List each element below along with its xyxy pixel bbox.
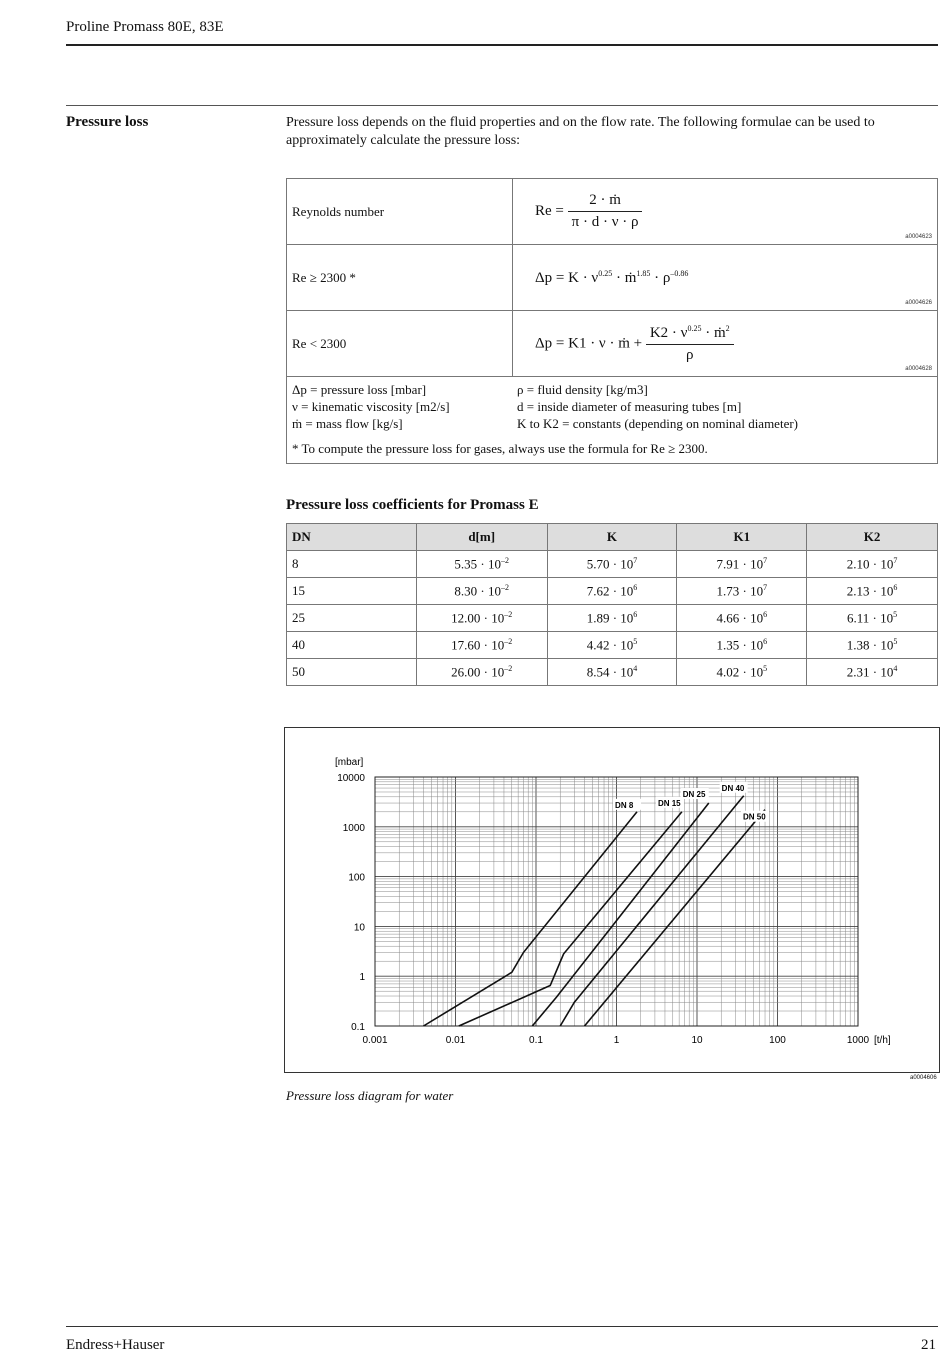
cell-mantissa: 1.89 · 10 <box>586 610 634 626</box>
x-axis-label: [t/h] <box>874 1035 891 1046</box>
cell-mantissa: 5.35 · 10 <box>454 556 501 572</box>
column-header: d[m] <box>416 524 547 551</box>
table-cell <box>416 578 547 605</box>
y-axis-label: [mbar] <box>335 757 364 768</box>
series-label: DN 15 <box>657 798 681 808</box>
y-tick-label: 0.1 <box>351 1022 365 1033</box>
exponent: –0.86 <box>670 268 689 278</box>
cell-mantissa: 12.00 · 10 <box>451 610 505 626</box>
chart-caption: Pressure loss diagram for water <box>286 1088 454 1103</box>
formula-label: Re ≥ 2300 * <box>287 245 513 311</box>
x-tick-label: 1000 <box>846 1035 870 1046</box>
cell-exponent: –2 <box>504 609 513 619</box>
turbulent-formula <box>513 245 938 311</box>
table-cell <box>677 605 807 632</box>
formula-lhs: Re = <box>535 202 564 219</box>
formula-code: a0004626 <box>905 300 932 306</box>
series-label: DN 40 <box>721 783 745 793</box>
column-header: K1 <box>677 524 807 551</box>
pressure-loss-chart <box>284 727 940 1073</box>
fraction-numerator: 2 · ṁ <box>568 192 643 212</box>
formula-part: · ṁ <box>612 269 637 286</box>
table-cell <box>677 578 807 605</box>
table-cell <box>677 659 807 686</box>
cell-exponent: 6 <box>763 636 768 646</box>
series-line <box>532 800 709 1026</box>
cell-exponent: 5 <box>763 663 768 673</box>
cell-mantissa: 2.10 · 10 <box>846 556 894 572</box>
series-line <box>560 796 744 1026</box>
cell-exponent: 6 <box>633 609 638 619</box>
cell-exponent: 7 <box>763 582 768 592</box>
cell-exponent: –2 <box>504 663 513 673</box>
x-tick-label: 100 <box>769 1035 786 1046</box>
cell-exponent: 7 <box>633 555 638 565</box>
column-header: K <box>547 524 677 551</box>
laminar-formula <box>513 311 938 377</box>
x-tick-label: 0.01 <box>445 1035 466 1046</box>
header-rule <box>66 44 938 46</box>
table-row <box>287 605 938 632</box>
cell-mantissa: 1.38 · 10 <box>846 637 894 653</box>
cell-mantissa: 8.54 · 10 <box>586 664 634 680</box>
formula-row-turbulent <box>287 245 938 311</box>
exponent: 1.85 <box>636 268 651 278</box>
cell-mantissa: 8.30 · 10 <box>454 583 501 599</box>
cell-exponent: 6 <box>633 582 638 592</box>
table-row <box>287 632 938 659</box>
cell-mantissa: 7.91 · 10 <box>716 556 764 572</box>
legend-item: d = inside diameter of measuring tubes [m] <box>517 399 742 414</box>
formula-part: K2 · ν <box>649 324 688 341</box>
cell-exponent: 7 <box>763 555 768 565</box>
cell-mantissa: 4.66 · 10 <box>716 610 764 626</box>
x-tick-label: 0.1 <box>529 1035 543 1046</box>
cell-exponent: 5 <box>633 636 638 646</box>
cell-exponent: 6 <box>763 609 768 619</box>
table-cell <box>807 659 938 686</box>
cell-exponent: 4 <box>633 663 638 673</box>
legend-item: Δp = pressure loss [mbar] <box>292 382 427 397</box>
exponent: 0.25 <box>598 268 613 278</box>
cell-mantissa: 26.00 · 10 <box>451 664 505 680</box>
table-cell: 8 <box>287 551 417 578</box>
table-cell <box>547 632 677 659</box>
table-cell: 50 <box>287 659 417 686</box>
footer-rule <box>66 1326 938 1327</box>
cell-mantissa: 2.13 · 10 <box>846 583 894 599</box>
fraction-denominator: ρ <box>685 346 694 363</box>
cell-mantissa: 6.11 · 10 <box>847 610 894 626</box>
y-tick-label: 100 <box>348 872 365 884</box>
y-tick-label: 10000 <box>337 773 365 784</box>
cell-mantissa: 4.02 · 10 <box>716 664 764 680</box>
series-label: DN 25 <box>682 790 706 800</box>
cell-exponent: 5 <box>893 636 898 646</box>
table-row <box>287 578 938 605</box>
table-cell <box>547 578 677 605</box>
coefficients-title: Pressure loss coefficients for Promass E <box>286 497 539 513</box>
series-label: DN 8 <box>615 800 634 810</box>
section-rule <box>66 105 938 106</box>
x-tick-label: 0.001 <box>362 1035 388 1046</box>
series-label: DN 50 <box>743 812 766 822</box>
y-tick-label: 1 <box>359 972 365 984</box>
cell-mantissa: 5.70 · 10 <box>586 556 634 572</box>
exponent: 0.25 <box>687 323 702 333</box>
table-cell <box>677 551 807 578</box>
table-cell: 15 <box>287 578 417 605</box>
cell-exponent: 6 <box>893 582 898 592</box>
series-line <box>459 812 682 1026</box>
column-header: DN <box>287 524 417 551</box>
table-cell <box>547 659 677 686</box>
intro-paragraph: Pressure loss depends on the fluid properties and on the flow rate. The following formulae can be used to approximately calculate the pressure loss: <box>286 115 875 148</box>
chart-code: a0004606 <box>910 1075 937 1081</box>
cell-exponent: 5 <box>893 609 898 619</box>
cell-exponent: –2 <box>500 582 509 592</box>
table-cell <box>807 551 938 578</box>
cell-exponent: –2 <box>500 555 509 565</box>
document-header-title: Proline Promass 80E, 83E <box>66 19 224 35</box>
column-header: K2 <box>807 524 938 551</box>
table-cell <box>547 605 677 632</box>
x-tick-label: 10 <box>691 1035 703 1046</box>
formula-code: a0004628 <box>905 366 932 372</box>
formula-part: Δp = K · ν <box>535 269 599 286</box>
exponent: 2 <box>725 323 730 333</box>
legend-item: ρ = fluid density [kg/m3] <box>517 382 648 397</box>
footer-company: Endress+Hauser <box>66 1337 165 1353</box>
formula-row-reynolds <box>287 179 938 245</box>
coefficients-table <box>286 523 938 686</box>
cell-exponent: 4 <box>893 663 898 673</box>
formula-legend-row <box>287 377 938 464</box>
table-cell <box>547 551 677 578</box>
table-row <box>287 659 938 686</box>
table-cell <box>416 659 547 686</box>
cell-mantissa: 1.73 · 10 <box>716 583 764 599</box>
formula-table <box>286 178 938 464</box>
cell-mantissa: 4.42 · 10 <box>586 637 634 653</box>
cell-mantissa: 7.62 · 10 <box>586 583 634 599</box>
formula-code: a0004623 <box>905 234 932 240</box>
cell-mantissa: 1.35 · 10 <box>716 637 764 653</box>
footnote: * To compute the pressure loss for gases, always use the formula for Re ≥ 2300. <box>292 441 708 456</box>
cell-mantissa: 17.60 · 10 <box>451 637 505 653</box>
table-cell <box>416 605 547 632</box>
formula-part: · ρ <box>650 269 671 286</box>
table-cell <box>677 632 807 659</box>
table-cell <box>416 551 547 578</box>
formula-row-laminar <box>287 311 938 377</box>
formula-part: · ṁ <box>701 324 726 341</box>
formula-lhs: Δp = K1 · ν · ṁ + <box>535 334 643 351</box>
cell-exponent: 7 <box>893 555 898 565</box>
fraction-numerator <box>646 324 734 345</box>
formula-legend <box>287 377 938 464</box>
y-tick-label: 1000 <box>342 822 365 834</box>
formula-label: Re < 2300 <box>287 311 513 377</box>
table-cell: 25 <box>287 605 417 632</box>
fraction <box>568 192 643 231</box>
page-number: 21 <box>921 1337 936 1353</box>
cell-mantissa: 2.31 · 10 <box>846 664 894 680</box>
table-cell <box>807 578 938 605</box>
y-tick-label: 10 <box>353 922 365 934</box>
legend-item: ṁ = mass flow [kg/s] <box>292 416 403 431</box>
formula-label: Reynolds number <box>287 179 513 245</box>
table-row <box>287 551 938 578</box>
fraction <box>646 324 734 364</box>
section-title: Pressure loss <box>66 114 149 130</box>
legend-item: ν = kinematic viscosity [m2/s] <box>292 399 450 414</box>
cell-exponent: –2 <box>504 636 513 646</box>
table-cell <box>807 632 938 659</box>
legend-item: K to K2 = constants (depending on nominal diameter) <box>517 416 798 431</box>
x-tick-label: 1 <box>613 1035 620 1046</box>
chart-svg <box>285 728 941 1074</box>
reynolds-formula <box>513 179 938 245</box>
table-cell <box>416 632 547 659</box>
table-cell <box>807 605 938 632</box>
table-header-row <box>287 524 938 551</box>
fraction-denominator: π · d · ν · ρ <box>571 214 639 230</box>
table-cell: 40 <box>287 632 417 659</box>
